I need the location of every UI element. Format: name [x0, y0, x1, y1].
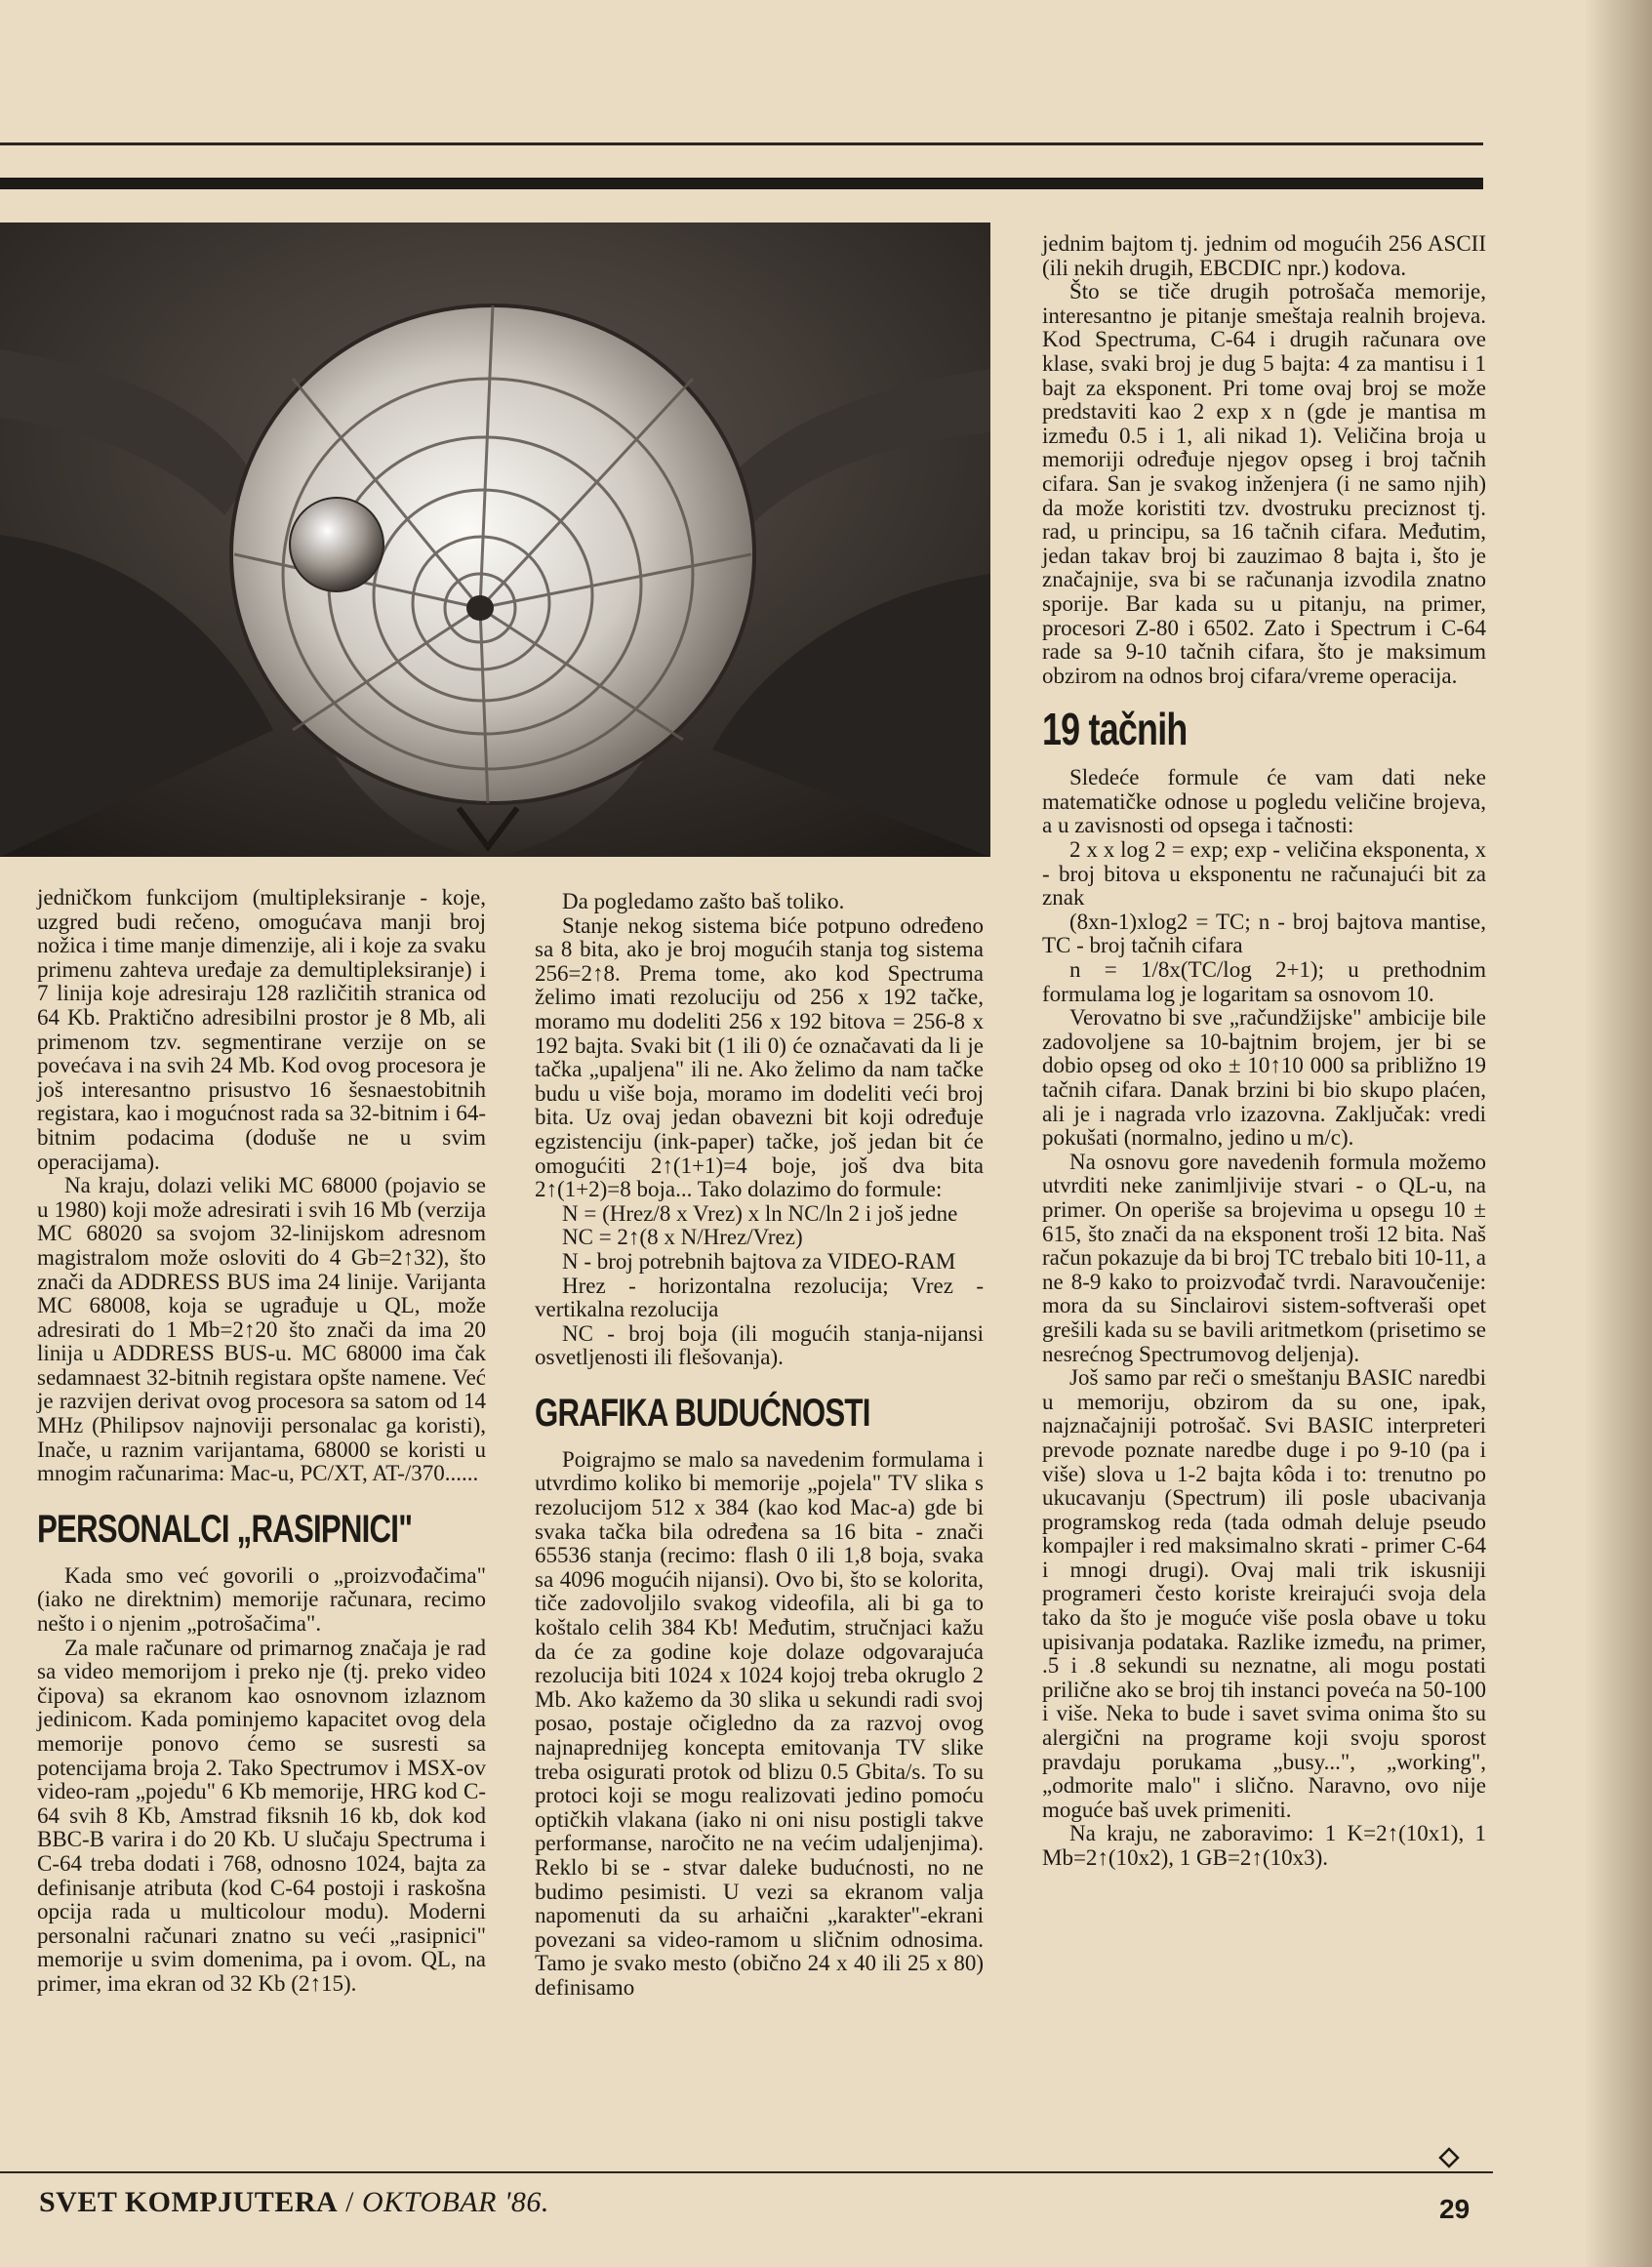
paragraph: Na kraju, dolazi veliki MC 68000 (pojavio se u 1980) koji može adresirati i svih 16 Mb (verzija MC 68020 sa svojom 32-linijskom adresnom magistralom može osloviti do 4 Gb=2↑32), što znači da ADDRESS BUS ima 24 linije. Varijanta MC 68008, koja se ugrađuje u QL, može adresirati do 1 Mb=2↑20 što znači da ima 20 linija u ADDRESS BUS-u. MC 68000 ima čak sedamnaest 32-bitnih registara opšte namene. Već je razvijen derivat ovog procesora sa satom od 14 MHz (Philipsov najnoviji personalac ga koristi), Inače, u raznim varijantama, 68000 se koristi u mnogim računarima: Mac-u, PC/XT, AT-/370...... — [37, 1173, 486, 1486]
paragraph: jedničkom funkcijom (multipleksiranje - koje, uzgred budi rečeno, omogućava manji broj nožica i time manje dimenzije, ali i koje za svaku primenu zahteva uređaje za demultipleksiranje) i 7 linija koje adresiraju 128 različitih stranica od 64 Kb. Praktično adresibilni prostor je 8 Mb, ali primenom tzv. segmentirane verzije on se povećava i na svih 24 Mb. Kod ovog procesora je još interesantno prisustvo 16 šesnaestobitnih registara, kao i mogućnost rada sa 32-bitnim i 64-bitnim podacima (doduše ne u svim operacijama). — [37, 885, 486, 1174]
header-thick-rule — [0, 178, 1483, 189]
page-edge-shadow — [1584, 0, 1652, 2267]
formula: n = 1/8x(TC/log 2+1); u prethodnim formulama log je logaritam sa osnovom 10. — [1042, 957, 1486, 1006]
paragraph: Poigrajmo se malo sa navedenim formulama i utvrdimo koliko bi memorije „pojela" TV slika s rezolucijom 512 x 384 (kao kod Mac-a) gde bi svaka tačka bila određena sa 16 bita - znači 65536 stanja (recimo: flash 0 ili 1,8 boja, svaka sa 4096 mogućih nijansi). Ovo bi, što se kolorita, tiče zadovoljilo svakog videofila, ali bi ga to koštalo celih 384 Kb! Međutim, stručnjaci kažu da će za godine koje dolaze odgovarajuća rezolucija biti 1024 x 1024 kojoj treba okruglo 2 Mb. Ako kažemo da 30 slika u sekundi radi svoj posao, postaje očigledno da za razvoj ovog najnaprednijeg koncepta emitovanja TV slike treba osigurati protok od blizu 0.5 Gbita/s. To su protoci koji se mogu realizovati jedino pomoću optičkih vlakana (iako ni oni nisu postigli takve performanse, naročito ne na većim udaljenjima). Reklo bi se - stvar daleke budućnosti, no ne budimo pesimisti. U vezi sa ekranom valja napomenuti da su arhaični „karakter"-ekrani povezani sa video-ramom u sličnim odnosima. Tamo je svako mesto (obično 24 x 40 ili 25 x 80) definisamo — [535, 1446, 984, 2000]
formula: N = (Hrez/8 x Vrez) x ln NC/ln 2 i još jedne — [562, 1200, 958, 1226]
footer-separator: / — [345, 2186, 354, 2218]
formula-definition: Hrez - horizontalna rezolucija; Vrez - vertikalna rezolucija — [535, 1273, 984, 1322]
issue-date: OKTOBAR '86. — [362, 2186, 549, 2218]
paragraph: Verovatno bi sve „račundžijske" ambicije bile zadovoljene sa 10-bajtnim brojem, jer bi se dobio opseg od oko ± 10↑10 000 sa približno 19 tačnih cifara. Danak brzini bi bio skupo plaćen, ali je i nagrada vrlo izazovna. Zaključak: vredi pokušati (normalno, jedino u m/c). — [1042, 1005, 1486, 1151]
formula-definition: N - broj potrebnih bajtova za VIDEO-RAM — [562, 1248, 956, 1274]
page-number: 29 — [1439, 2194, 1471, 2224]
article-column-middle — [535, 890, 984, 2001]
section-heading: GRAFIKA BUDUĆNOSTI — [535, 1391, 870, 1435]
paragraph: Kada smo već govorili o „proizvođačima" (iako ne direktnim) memorije računara, recimo nešto i o njenim „potrošačima". — [37, 1562, 486, 1637]
formula: (8xn-1)xlog2 = TC; n - broj bajtova mantise, TC - broj tačnih cifara — [1042, 909, 1486, 958]
footer-magazine-line — [39, 2186, 549, 2219]
paragraph: Da pogledamo zašto baš toliko. — [562, 889, 845, 913]
paragraph: Što se tiče drugih potrošača memorije, interesantno je pitanje smeštaja realnih brojeva. Kod Spectruma, C-64 i drugih računara ove klase, svaki broj je dug 5 bajta: 4 za mantisu i 1 bajt za eksponent. Pri tome ovaj broj se može predstaviti kao 2 exp x n (gde je mantisa m između 0.5 i 1, ali nikad 1). Veličina broja u memoriji određuje njegov opseg i broj tačnih cifara. San je svakog inženjera (i ne samo njih) da može koristiti tzv. dvostruku preciznost tj. rad, u principu, sa 16 tačnih cifara. Međutim, jedan takav broj bi zauzimao 8 bajta i, što je značajnije, sva bi se računanja izvodila znatno sporije. Bar kada su u pitanju, na primer, procesori Z-80 i 6502. Zato i Spectrum i C-64 rade sa 9-10 tačnih cifara, što je maksimum obzirom na odnos broj cifara/vreme operacija. — [1042, 279, 1486, 688]
article-column-left — [37, 886, 486, 1997]
header-thin-rule — [0, 142, 1483, 145]
paragraph: Za male računare od primarnog značaja je rad sa video memorijom i preko nje (tj. preko video čipova) sa ekranom kao osnovnom izlaznom jedinicom. Kada pominjemo kapacitet ovog dela memorije ponovo ćemo se susresti sa potencijama broja 2. Tako Spectrumov i MSX-ov video-ram „pojedu" 6 Kb memorije, HRG kod C-64 svih 8 Kb, Amstrad fiksnih 16 kb, dok kod BBC-B varira i do 20 Kb. U slučaju Spectruma i C-64 treba dodati i 768, odnosno 1024, bajta za definisanje atributa (kod C-64 postoji i raskošna opcija rada u multicolour modu). Moderni personalni računari znatno su veći „rasipnici" memorije u svim domenima, pa i ovom. QL, na primer, ima ekran od 32 Kb (2↑15). — [37, 1635, 486, 1996]
footer-rule — [0, 2171, 1493, 2173]
paragraph: Sledeće formule će vam dati neke matematičke odnose u pogledu veličine brojeva, a u zavisnosti od opsega i tačnosti: — [1042, 765, 1486, 838]
paragraph: Stanje nekog sistema biće potpuno određeno sa 8 bita, ako je broj mogućih stanja tog sistema 256=2↑8. Prema tome, ako kod Spectruma želimo imati rezoluciju od 256 x 192 tačke, moramo mu dodeliti 256 x 192 bitova = 256-8 x 192 bajta. Svaki bit (1 ili 0) će označavati da li je tačka „upaljena" ili ne. Ako želimo da nam tačke budu u više boja, moramo im dodeliti veći broj bita. Uz ovaj jedan obavezni bit koji određuje egzistenciju (ink-paper) tačke, još jedan bit će omogućiti 2↑(1+1)=4 boje, još dva bita 2↑(1+2)=8 boja... Tako dolazimo do formule: — [535, 912, 984, 1202]
formula-definition: NC - broj boja (ili mogućih stanja-nijansi osvetljenosti ili flešovanja). — [535, 1320, 984, 1370]
diamond-outline-icon — [1438, 2147, 1460, 2168]
tunnel-head-illustration-icon — [0, 223, 990, 857]
magazine-name: SVET KOMPJUTERA — [39, 2186, 339, 2218]
article-column-right — [1042, 232, 1486, 1871]
section-heading: PERSONALCI „RASIPNICI" — [37, 1507, 413, 1551]
paragraph: Na osnovu gore navedenih formula možemo utvrditi neke zanimljivije stvari - o QL-u, na primer. On operiše sa brojevima u opsegu 10 ± 615, što znači da na eksponent troši 12 bita. Naš račun pokazuje da bi broj TC trebalo biti 10-11, a ne 8-9 kako to proizvođač tvrdi. Naravoučenije: mora da su Sinclairovi sistem-softveraši opet grešili kada su se bavili aritmetkom (prisetimo se nesrećnog Spectrumovog deljenja). — [1042, 1149, 1486, 1366]
formula: NC = 2↑(8 x N/Hrez/Vrez) — [562, 1225, 803, 1250]
paragraph: Još samo par reči o smeštanju BASIC naredbi u memoriju, obzirom da su one, ipak, najznačajniji potrošač. Svi BASIC interpreteri prevode poznate naredbe duge i po 9-10 (pa i više) slova u 1-2 bajta kôda i to: trenutno po ukucavanju (Spectrum) ili posle ubacivanja programskog reda (tada odmah deluje pseudo kompajler i red maksimalno skrati - primer C-64 i mnogi drugi). Ovaj mali trik iskusniji programeri često koriste kreirajući svoja dela tako da što je moguće više posla obave u toku upisivanja podataka. Razlike između, na primer, .5 i .8 sekundi su neznatne, ali mogu postati prilične ako se broj tih instanci poveća na 50-100 i više. Neka to bude i savet svima onima što su alergični na programe koji svoju sporost pravdaju porukama „busy...", „working", „odmorite malo" i slično. Naravno, ovo nije moguće baš uvek primeniti. — [1042, 1365, 1486, 1822]
paragraph: Na kraju, ne zaboravimo: 1 K=2↑(10x1), 1 Mb=2↑(10x2), 1 GB=2↑(10x3). — [1042, 1821, 1486, 1870]
paragraph: jednim bajtom tj. jednim od mogućih 256 ASCII (ili nekih drugih, EBCDIC npr.) kodova. — [1042, 231, 1486, 280]
section-heading: 19 tačnih — [1042, 704, 1188, 755]
formula: 2 x x log 2 = exp; exp - veličina eksponenta, x - broj bitova u eksponentu ne računajući bit za znak — [1042, 837, 1486, 911]
